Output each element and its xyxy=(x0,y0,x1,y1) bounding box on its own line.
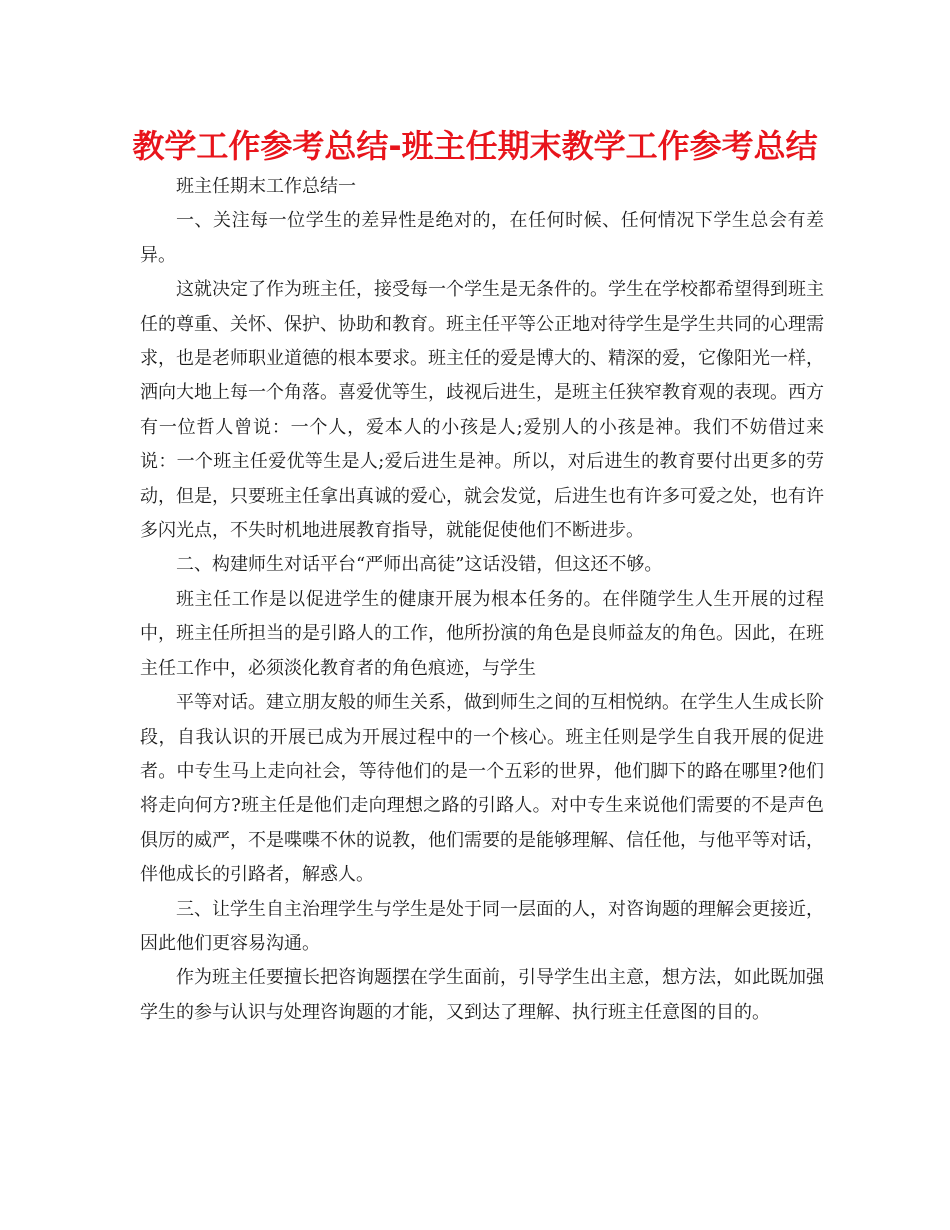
paragraph: 二、构建师生对话平台“严师出高徒”这话没错，但这还不够。 xyxy=(176,554,663,576)
paragraph: 平等对话。建立朋友般的师生关系，做到师生之间的互相悦纳。在学生人生成长阶段，自我认识的开展已成为开展过程中的一个核心。班主任则是学生自我开展的促进者。中专生马上走向社会，等待他们的是一个五彩的世界，他们脚下的路在哪里?他们将走向何方?班主任是他们走向理想之路的引路人。对中专生来说他们需要的不是声色俱厉的威严，不是喋喋不休的说教，他们需要的是能够理解、信任他，与他平等对话，伴他成长的引路者，解惑人。 xyxy=(140,692,824,886)
document-body xyxy=(140,170,824,1030)
paragraph: 班主任工作是以促进学生的健康开展为根本任务的。在伴随学生人生开展的过程中，班主任所担当的是引路人的工作，他所扮演的角色是良师益友的角色。因此，在班主任工作中，必须淡化教育者的角色痕迹，与学生 xyxy=(140,588,824,679)
paragraph: 一、关注每一位学生的差异性是绝对的，在任何时候、任何情况下学生总会有差异。 xyxy=(140,210,824,266)
paragraph: 这就决定了作为班主任，接受每一个学生是无条件的。学生在学校都希望得到班主任的尊重、关怀、保护、协助和教育。班主任平等公正地对待学生是学生共同的心理需求，也是老师职业道德的根本要求。班主任的爱是博大的、精深的爱，它像阳光一样，洒向大地上每一个角落。喜爱优等生，歧视后进生，是班主任狭窄教育观的表现。西方有一位哲人曾说：一个人，爱本人的小孩是人;爱别人的小孩是神。我们不妨借过来说：一个班主任爱优等生是人;爱后进生是神。所以，对后进生的教育要付出更多的劳动，但是，只要班主任拿出真诚的爱心，就会发觉，后进生也有许多可爱之处，也有许多闪光点，不失时机地进展教育指导，就能促使他们不断进步。 xyxy=(140,279,824,542)
paragraph: 作为班主任要擅长把咨询题摆在学生面前，引导学生出主意，想方法，如此既加强学生的参与认识与处理咨询题的才能，又到达了理解、执行班主任意图的目的。 xyxy=(140,967,824,1023)
paragraph: 班主任期末工作总结一 xyxy=(176,176,356,197)
document-title: 教学工作参考总结-班主任期末教学工作参考总结 xyxy=(132,127,818,165)
paragraph: 三、让学生自主治理学生与学生是处于同一层面的人，对咨询题的理解会更接近，因此他们更容易沟通。 xyxy=(140,898,824,954)
